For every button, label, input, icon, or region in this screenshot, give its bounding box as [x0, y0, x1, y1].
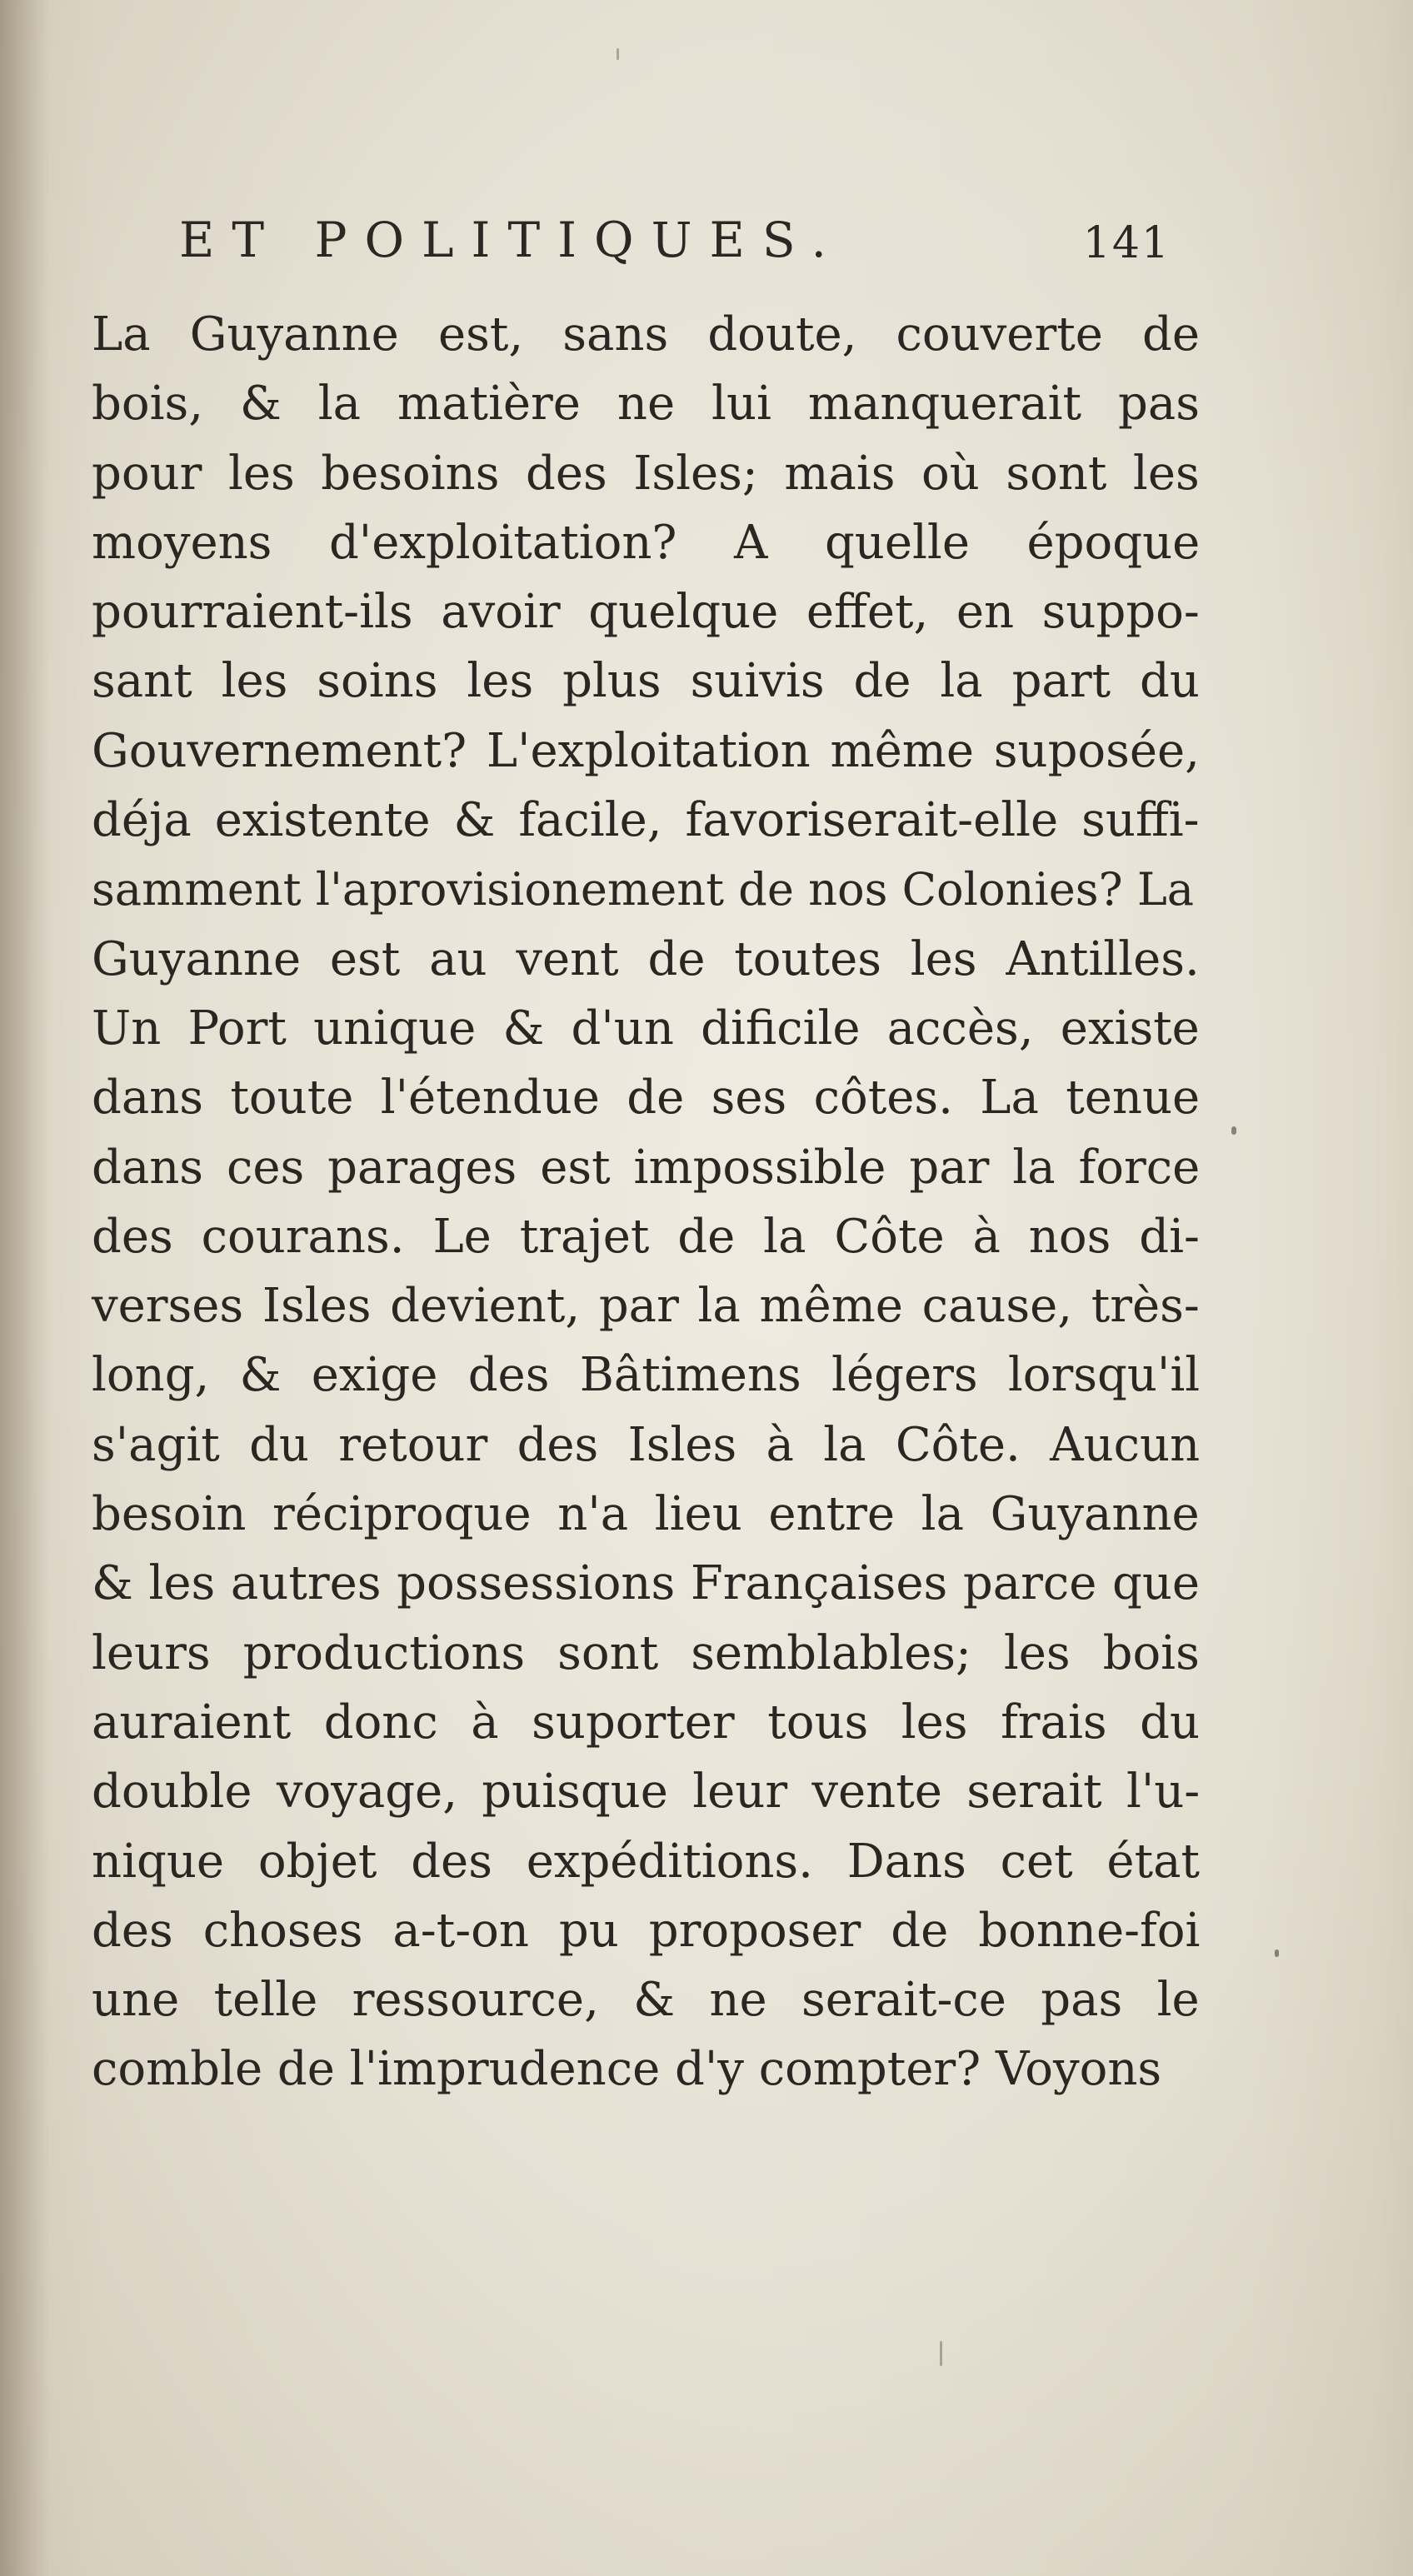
running-head — [179, 207, 1204, 273]
body-paragraph — [92, 300, 1200, 2104]
ink-speck — [617, 48, 619, 60]
text-line: Un Port unique & d'un dificile accès, existe — [92, 1001, 1200, 1056]
page-number: 141 — [1082, 218, 1171, 268]
running-title: ET POLITIQUES. — [179, 212, 844, 268]
text-line: & les autres possessions Françaises parce que — [92, 1556, 1201, 1611]
text-line: bois, & la matière ne lui manquerait pas — [92, 377, 1200, 432]
text-line: verses Isles devient, par la même cause, très- — [92, 1279, 1200, 1334]
text-line: s'agit du retour des Isles à la Côte. Aucun — [92, 1417, 1201, 1472]
text-line: Guyanne est au vent de toutes les Antilles. — [92, 931, 1200, 986]
text-line: leurs productions sont semblables; les bois — [92, 1625, 1200, 1680]
text-line: pour les besoins des Isles; mais où sont les — [92, 446, 1200, 501]
text-line: auraient donc à suporter tous les frais du — [92, 1695, 1201, 1750]
text-line: déja existente & facile, favoriserait-elle suffi- — [92, 793, 1200, 848]
ink-speck — [1231, 1126, 1236, 1135]
text-line: une telle ressource, & ne serait-ce pas le — [92, 1973, 1200, 2028]
text-line: nique objet des expéditions. Dans cet état — [92, 1834, 1200, 1889]
text-line: besoin réciproque n'a lieu entre la Guyanne — [92, 1487, 1200, 1542]
gutter-shadow — [0, 0, 50, 2576]
text-line: pourraient-ils avoir quelque effet, en suppo- — [92, 585, 1200, 640]
text-line: dans ces parages est impossible par la force — [92, 1140, 1201, 1195]
text-line: Gouvernement? L'exploitation même suposée, — [92, 723, 1200, 778]
text-line: dans toute l'étendue de ses côtes. La tenue — [92, 1071, 1201, 1126]
text-line: samment l'aprovisionement de nos Colonies? La — [92, 863, 1195, 916]
text-line: La Guyanne est, sans doute, couverte de — [92, 307, 1200, 362]
text-line: double voyage, puisque leur vente serait l'u- — [92, 1765, 1201, 1820]
ink-speck — [1275, 1949, 1279, 1957]
text-line: des courans. Le trajet de la Côte à nos di- — [92, 1209, 1200, 1264]
text-line: moyens d'exploitation? A quelle époque — [92, 515, 1201, 570]
text-line: sant les soins les plus suivis de la part du — [92, 654, 1200, 709]
ink-speck — [940, 2341, 942, 2366]
text-line: long, & exige des Bâtimens légers lorsqu'il — [92, 1348, 1201, 1403]
text-line: des choses a-t-on pu proposer de bonne-foi — [92, 1903, 1201, 1958]
text-line: comble de l'imprudence d'y compter? Voyons — [92, 2042, 1162, 2097]
